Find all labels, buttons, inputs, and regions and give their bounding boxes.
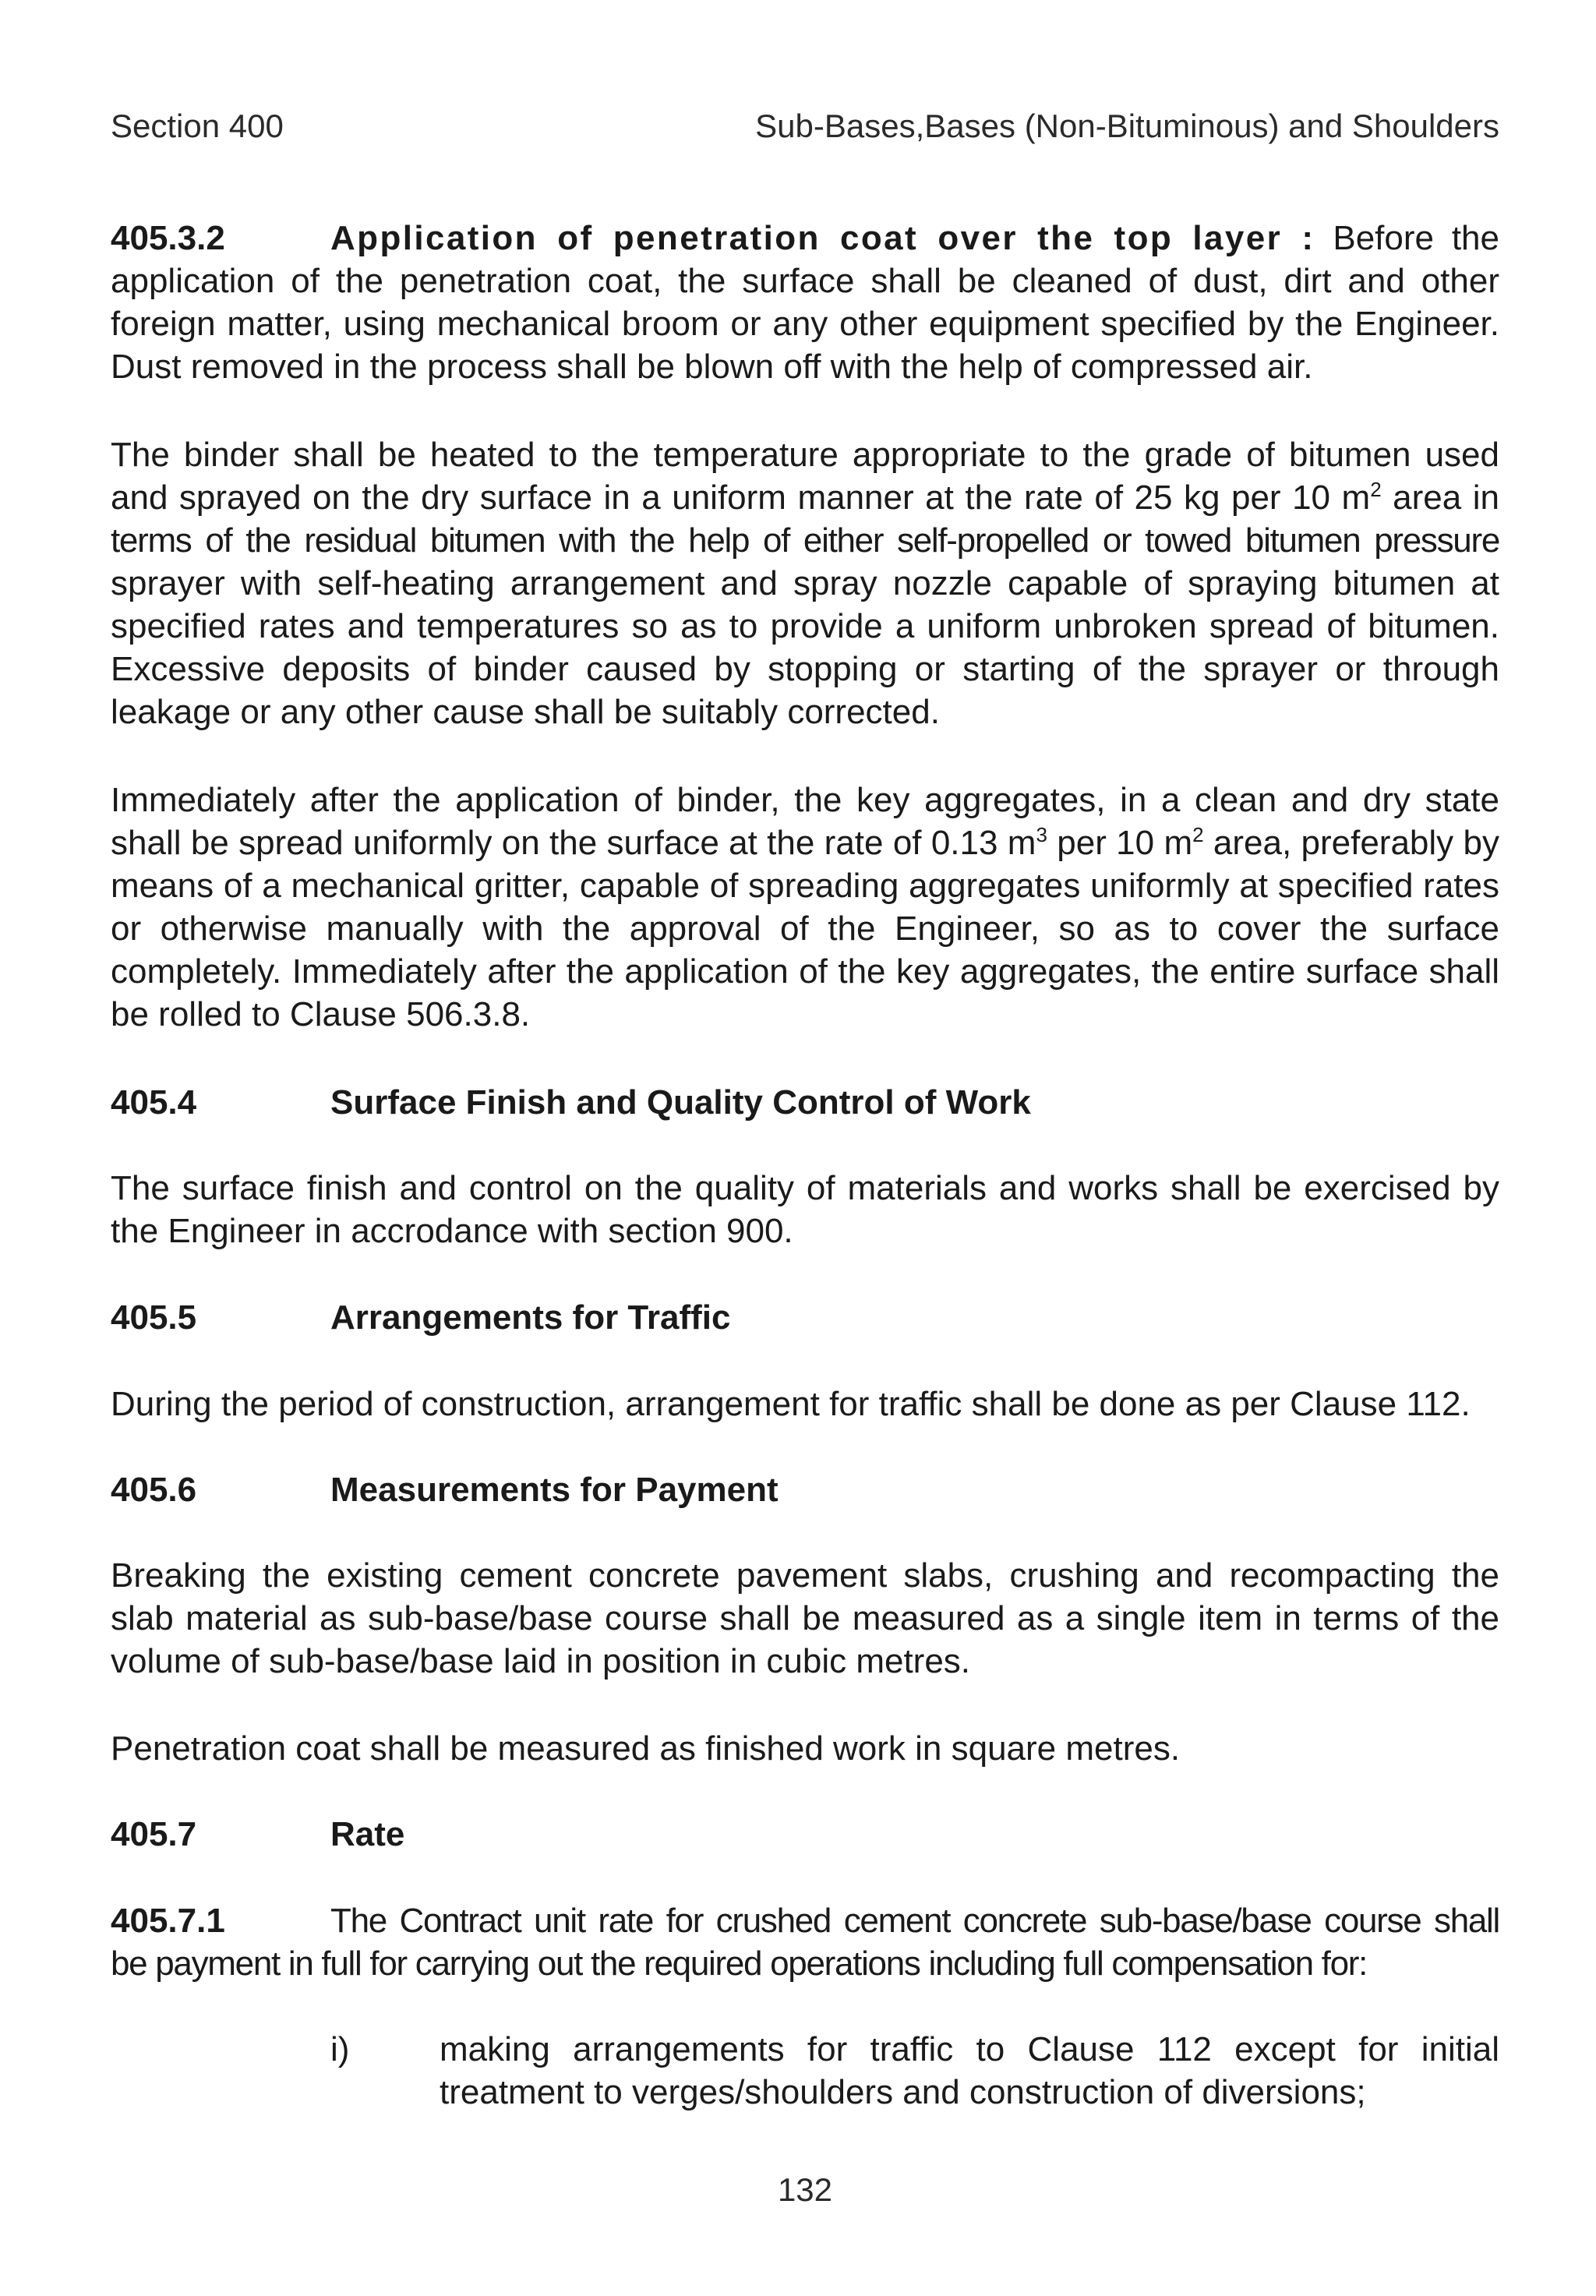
- heading-405-5: [111, 1296, 1499, 1339]
- heading-number: 405.6: [111, 1471, 197, 1509]
- page-header: [111, 104, 1499, 148]
- paragraph-binder: [111, 433, 1499, 733]
- section-text: The Contract unit rate for crushed cement concrete sub-base/base course shall be payment in full for carrying out the required operations including full compensation for:: [111, 1902, 1499, 1983]
- heading-405-6: [111, 1468, 1499, 1511]
- paragraph-405-6-b: [111, 1727, 1499, 1770]
- list-item: [330, 2028, 1499, 2114]
- paragraph-text: The surface finish and control on the quality of materials and works shall be exercised by the Engineer in accrodance with section 900.: [111, 1169, 1499, 1250]
- heading-title: Rate: [330, 1815, 405, 1853]
- list-marker: i): [330, 2030, 350, 2068]
- heading-number: 405.5: [111, 1298, 197, 1337]
- paragraph-text: area, preferably by means of a mechanical gritter, capable of spreading aggregates uniformly at specified rates or otherwise manually with the approval of the Engineer, so as to cover the surface completely. Immediately after the application of the key aggregates, the entire surface shall be rolled to Clause 506.3.8.: [111, 824, 1499, 1033]
- paragraph-text: Immediately after the application of binder, the key aggregates, in a clean and dry state shall be spread uniformly on the surface at the rate of 0.13 m: [111, 781, 1499, 862]
- paragraph-text: per 10 m: [1057, 824, 1193, 862]
- section-405-3-2: [111, 217, 1499, 388]
- superscript: 2: [1370, 478, 1382, 501]
- header-section: Section 400: [111, 108, 284, 144]
- heading-title: Surface Finish and Quality Control of Work: [330, 1083, 1031, 1122]
- paragraph-text: During the period of construction, arrangement for traffic shall be done as per Clause 112.: [111, 1385, 1471, 1423]
- header-title: Sub-Bases,Bases (Non-Bituminous) and Shoulders: [755, 108, 1499, 144]
- heading-title: Arrangements for Traffic: [330, 1298, 731, 1337]
- section-number: 405.7.1: [111, 1902, 225, 1940]
- section-number: 405.3.2: [111, 219, 225, 257]
- heading-number: 405.7: [111, 1815, 197, 1853]
- paragraph-405-4: [111, 1167, 1499, 1252]
- heading-405-4: [111, 1081, 1499, 1124]
- list-item-text: making arrangements for traffic to Clause 112 except for initial treatment to verges/shoulders and construction of diversions;: [440, 2030, 1499, 2111]
- page-number: 132: [777, 2171, 833, 2208]
- paragraph-text: terms of the residual bitumen with the help of either self-propelled or towed bitumen pressure: [111, 521, 1499, 560]
- heading-405-7: [111, 1813, 1499, 1856]
- superscript: 2: [1192, 823, 1204, 846]
- section-title: Application of penetration coat over the top layer :: [330, 219, 1315, 257]
- paragraph-text: sprayer with self-heating arrangement and spray nozzle capable of spraying bitumen at specified rates and temperatures so as to provide a uniform unbroken spread of bitumen. Excessive deposits of binder caused by stopping or starting of the sprayer or through leakage or any other cause shall be suitably corrected.: [111, 564, 1499, 731]
- paragraph-405-5: [111, 1383, 1499, 1425]
- heading-number: 405.4: [111, 1083, 197, 1122]
- section-text: Before the application of the penetration coat, the surface shall be cleaned of dust, dirt and other foreign matter, using mechanical broom or any other equipment specified by the Engineer. Dust removed in the process shall be blown off with the help of compressed air.: [111, 219, 1499, 386]
- heading-title: Measurements for Payment: [330, 1471, 779, 1509]
- superscript: 3: [1036, 823, 1047, 846]
- paragraph-text: Penetration coat shall be measured as finished work in square metres.: [111, 1729, 1181, 1768]
- section-405-7-1: [111, 1899, 1499, 1985]
- paragraph-text: The binder shall be heated to the temperature appropriate to the grade of bitumen used and sprayed on the dry surface in a uniform manner at the rate of 25 kg per 10 m: [111, 436, 1499, 517]
- paragraph-text: area in: [1393, 479, 1499, 517]
- paragraph-aggregates: [111, 779, 1499, 1036]
- document-page: [111, 0, 1499, 2296]
- paragraph-405-6-a: [111, 1554, 1499, 1683]
- paragraph-text: Breaking the existing cement concrete pavement slabs, crushing and recompacting the slab material as sub-base/base course shall be measured as a single item in terms of the volume of sub-base/base laid in position in cubic metres.: [111, 1556, 1499, 1680]
